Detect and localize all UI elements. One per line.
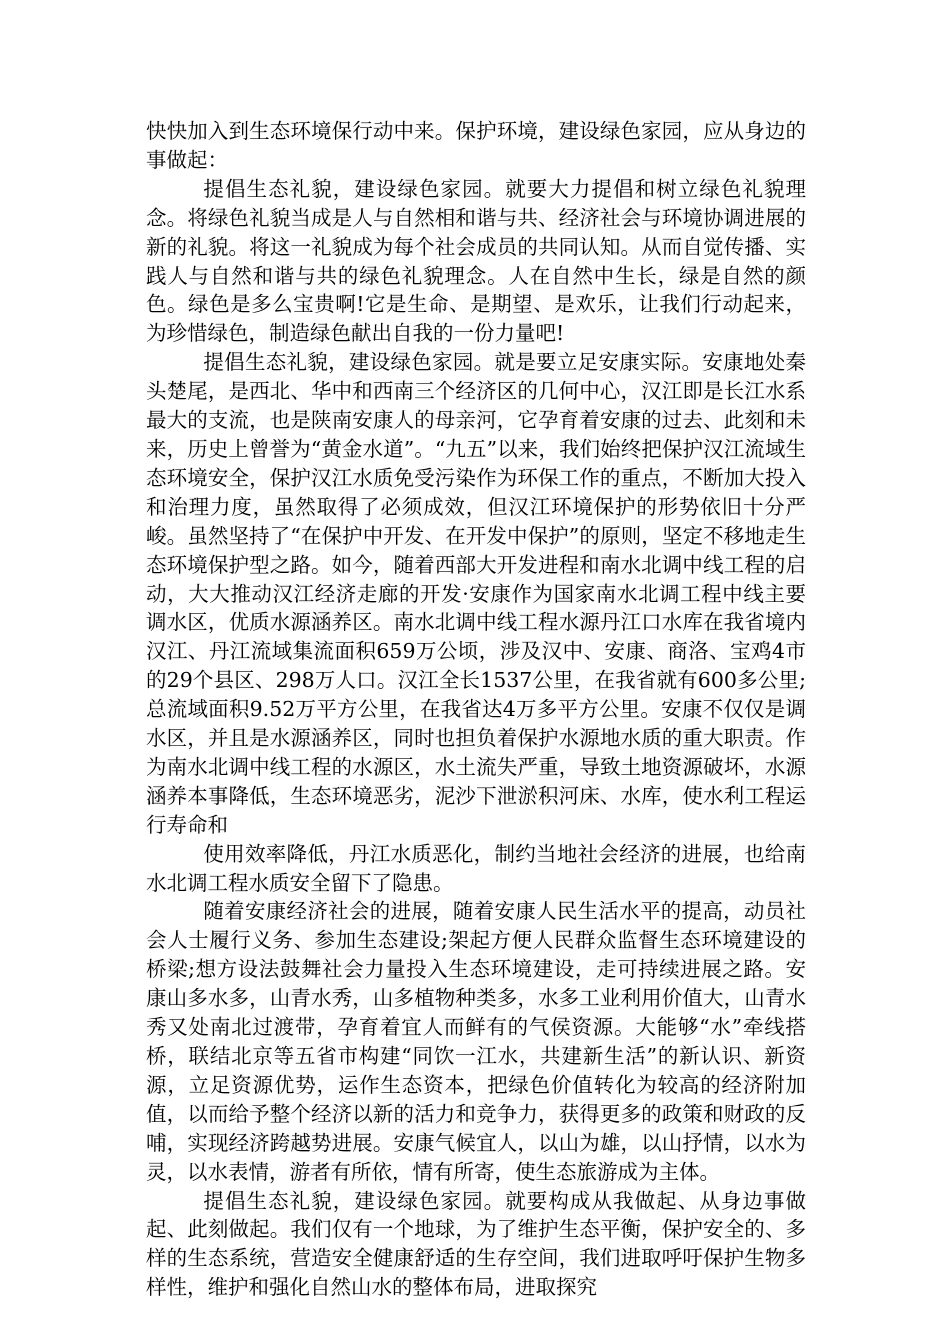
paragraph-development: 随着安康经济社会的进展，随着安康人民生活水平的提高，动员社会人士履行义务、参加生态建设;架起方便人民群众监督生态环境建设的桥梁;想方设法鼓舞社会力量投入生态环境建设，走可持续进展之路。安康山多水多，山青水秀，山多植物种类多，水多工业利用价值大，山青水秀又处南北过渡带，孕育着宜人而鲜有的气侯资源。大能够“水”牵线搭桥，联结北京等五省市构建“同饮一江水，共建新生活”的新认识、新资源，立足资源优势，运作生态资本，把绿色价值转化为较高的经济附加值，以而给予整个经济以新的活力和竞争力，获得更多的政策和财政的反哺，实现经济跨越势进展。安康气候宜人，以山为雄，以山抒情，以水为灵，以水表情，游者有所依，情有所寄，使生态旅游成为主体。 [146,899,806,1184]
document-page [146,117,806,1302]
paragraph-ankang-reality: 提倡生态礼貌，建设绿色家园。就是要立足安康实际。安康地处秦头楚尾，是西北、华中和西南三个经济区的几何中心，汉江即是长江水系最大的支流，也是陕南安康人的母亲河，它孕育着安康的过去、此刻和未来，历史上曾誉为“黄金水道”。“九五”以来，我们始终把保护汉江流域生态环境安全，保护汉江水质免受污染作为环保工作的重点，不断加大投入和治理力度，虽然取得了必须成效，但汉江环境保护的形势依旧十分严峻。虽然坚持了“在保护中开发、在开发中保护”的原则，坚定不移地走生态环境保护型之路。如今，随着西部大开发进程和南水北调中线工程的启动，大大推动汉江经济走廊的开发·安康作为国家南水北调工程中线主要调水区，优质水源涵养区。南水北调中线工程水源丹江口水库在我省境内汉江、丹江流域集流面积659万公顷，涉及汉中、安康、商洛、宝鸡4市的29个县区、298万人口。汉江全长1537公里，在我省就有600多公里;总流域面积9.52万平方公里，在我省达4万多平方公里。安康不仅仅是调水区，并且是水源涵养区，同时也担负着保护水源地水质的重大职责。作为南水北调中线工程的水源区，水土流失严重，导致土地资源破坏，水源涵养本事降低，生态环境恶劣，泥沙下泄淤积河床、水库，使水利工程运行寿命和 [146,350,806,837]
paragraph-green-civility: 提倡生态礼貌，建设绿色家园。就要大力提倡和树立绿色礼貌理念。将绿色礼貌当成是人与自然相和谐与共、经济社会与环境协调进展的新的礼貌。将这一礼貌成为每个社会成员的共同认知。从而自觉传播、实践人与自然和谐与共的绿色礼貌理念。人在自然中生长，绿是自然的颜色。绿色是多么宝贵啊!它是生命、是期望、是欢乐，让我们行动起来，为珍惜绿色，制造绿色献出自我的一份力量吧! [146,176,806,346]
paragraph-intro: 快快加入到生态环境保行动中来。保护环境，建设绿色家园，应从身边的事做起： [146,119,806,172]
paragraph-start-from-me: 提倡生态礼貌，建设绿色家园。就要构成从我做起、从身边事做起、此刻做起。我们仅有一个地球，为了维护生态平衡，保护安全的、多样的生态系统，营造安全健康舒适的生存空间，我们进取呼吁保护生物多样性，维护和强化自然山水的整体布局，进取探究 [146,1188,806,1300]
paragraph-efficiency: 使用效率降低，丹江水质恶化，制约当地社会经济的进展，也给南水北调工程水质安全留下了隐患。 [146,841,806,895]
